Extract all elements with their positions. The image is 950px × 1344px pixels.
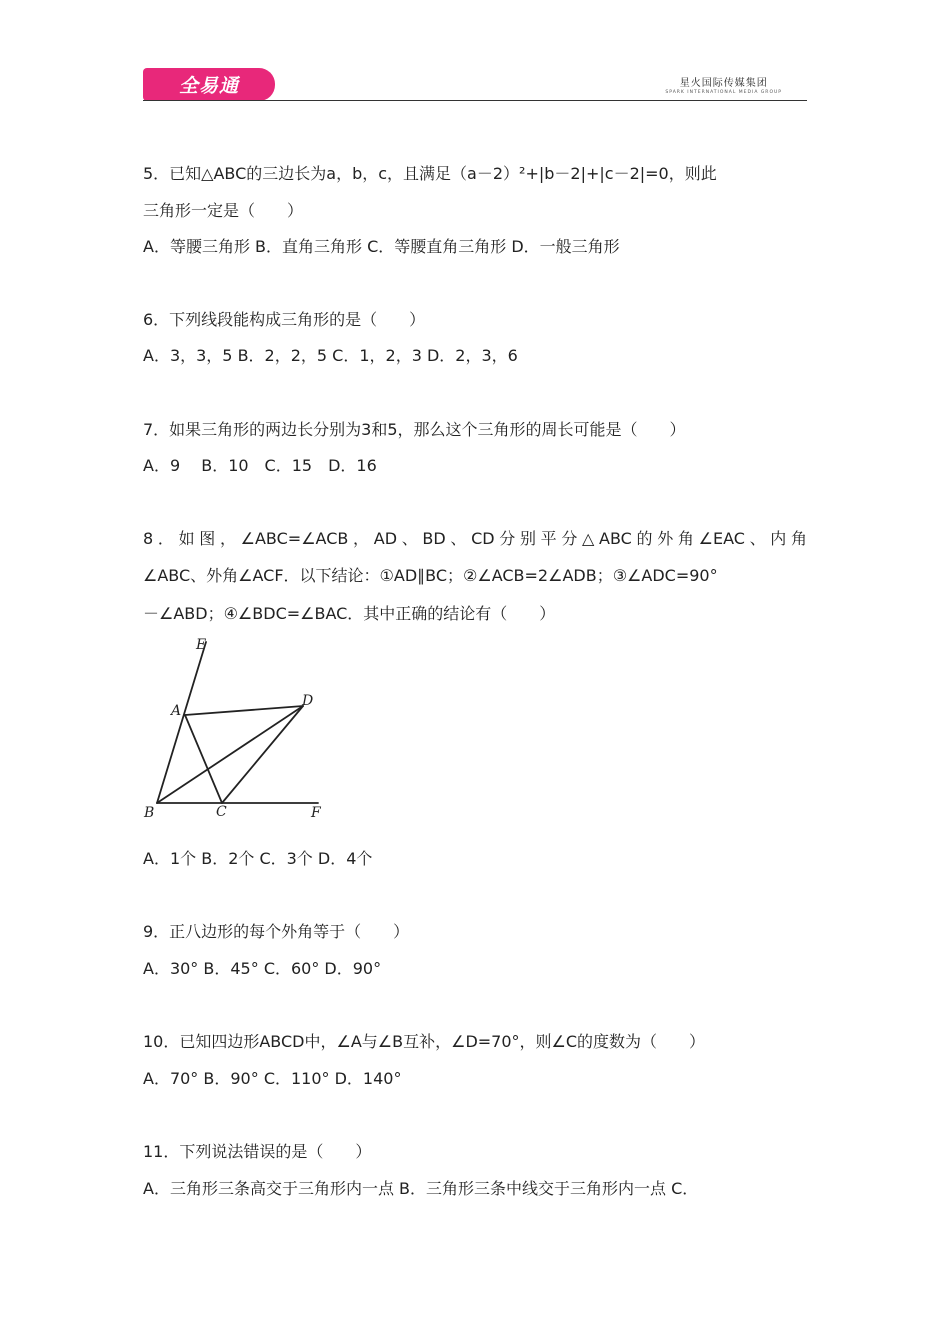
publisher-name-en: SPARK INTERNATIONAL MEDIA GROUP (665, 90, 782, 95)
segment-AC (185, 715, 222, 803)
q6-options: A．3，3，5 B．2，2，5 C．1，2，3 D．2，3，6 (143, 346, 518, 365)
q8-stem-line3: －∠ABD；④∠BDC=∠BAC．其中正确的结论有（ ） (143, 604, 556, 623)
header-divider (143, 100, 807, 101)
label-E: E (196, 637, 207, 653)
q7-options: A．9 B．10 C．15 D．16 (143, 456, 377, 475)
publisher-name-cn: 星火国际传媒集团 (679, 78, 768, 89)
q10-options: A．70° B．90° C．110° D．140° (143, 1069, 402, 1088)
q5-stem-line1: 5．已知△ABC的三边长为a，b，c，且满足（a－2）²+|b－2|+|c－2|=0，则此 (143, 164, 717, 183)
q5-stem-line2: 三角形一定是（ ） (143, 201, 304, 220)
q11-options: A．三角形三条高交于三角形内一点 B．三角形三条中线交于三角形内一点 C． (143, 1179, 699, 1198)
segment-AD (185, 706, 303, 715)
label-F: F (311, 805, 321, 821)
q5-options: A．等腰三角形 B．直角三角形 C．等腰直角三角形 D．一般三角形 (143, 237, 620, 256)
publisher-block (665, 74, 782, 95)
label-D: D (302, 693, 314, 709)
q10-stem: 10．已知四边形ABCD中，∠A与∠B互补，∠D=70°，则∠C的度数为（ ） (143, 1032, 706, 1051)
q9-options: A．30° B．45° C．60° D．90° (143, 959, 382, 978)
q7-stem: 7．如果三角形的两边长分别为3和5，那么这个三角形的周长可能是（ ） (143, 420, 686, 439)
brand-logo (143, 68, 275, 101)
q11-stem: 11．下列说法错误的是（ ） (143, 1142, 372, 1161)
line-BE (157, 642, 206, 803)
q6-stem: 6．下列线段能构成三角形的是（ ） (143, 310, 426, 329)
label-A: A (171, 703, 182, 719)
q8-options: A．1个 B．2个 C．3个 D．4个 (143, 849, 373, 868)
label-C: C (216, 804, 227, 820)
segment-BD (157, 706, 303, 803)
q8-geometry-figure (140, 636, 330, 822)
label-B: B (144, 805, 155, 821)
q9-stem: 9．正八边形的每个外角等于（ ） (143, 922, 410, 941)
segment-CD (222, 706, 303, 803)
q8-stem-line2: ∠ABC、外角∠ACF．以下结论：①AD∥BC；②∠ACB=2∠ADB；③∠ADC=90° (143, 566, 718, 585)
q8-stem-line1: 8．如图，∠ABC=∠ACB，AD、BD、CD分别平分△ABC的外角∠EAC、内角 (143, 529, 807, 548)
brand-logo-text: 全易通 (178, 75, 239, 97)
